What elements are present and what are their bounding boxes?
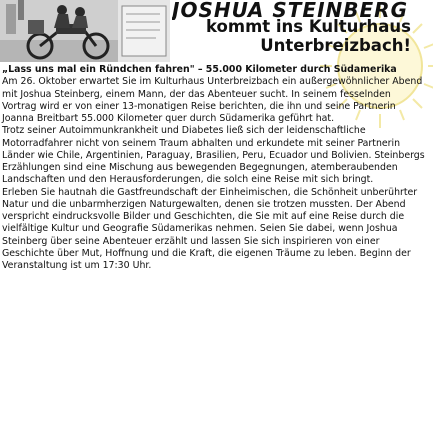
article-paragraph-2: Trotz seiner Autoimmunkrankheit und Diabetes ließ sich der leidenschaftliche Motorradfahrer nicht von seinem Traum abhalten und erkundete mit seiner Partnerin Länder wie Chile, Argentinien, Paraguay, Brasilien, Peru, Ecuador und Bolivien. Steinbergs Erzählungen sind eine Mischung aus bewegenden Begegnungen, atemberaubenden Landschaften und den Herausforderungen, die solch eine Reise mit sich bringt. xyxy=(2,125,425,186)
header-photo xyxy=(0,0,170,62)
tagline-line-2: Unterbreizbach! xyxy=(260,36,411,55)
tagline xyxy=(206,17,411,55)
article-headline: „Lass uns mal ein Ründchen fahren" – 55.000 Kilometer durch Südamerika xyxy=(2,64,397,75)
logo-text: JOSHUA STEINBERG xyxy=(172,0,408,20)
article-paragraph-3: Erleben Sie hautnah die Gastfreundschaft der Einheimischen, die Schönheit unberührter Natur und die unbarmherzigen Naturgewalten, denen sie trotzen mussten. Der Abend verspricht eindrucksvolle Bilder und Geschichten, die Sie mit auf eine Reise durch die vielfältige Kultur und Geografie Südamerikas nehmen. Seien Sie dabei, wenn Joshua Steinberg über seine Abenteuer erzählt und lassen Sie sich inspirieren von einer Geschichte über Mut, Hoffnung und die Kraft, die eigenen Träume zu leben. Beginn der Veranstaltung ist um 17:30 Uhr. xyxy=(2,186,418,271)
article-body xyxy=(2,64,428,272)
tagline-line-1: kommt ins Kulturhaus xyxy=(206,17,411,36)
motorcycle-photo-image xyxy=(0,0,170,62)
article-paragraph-1: Am 26. Oktober erwartet Sie im Kulturhaus Unterbreizbach ein außergewöhnlicher Abend mit Joshua Steinberg, einem Mann, der das Abenteuer sucht. In seinem fesselnden Vortrag wird er von einer 13-monatigen Reise berichten, die ihn und seine Partnerin Joanna Breitbart 55.000 Kilometer quer durch Südamerika geführt hat. xyxy=(2,76,423,124)
